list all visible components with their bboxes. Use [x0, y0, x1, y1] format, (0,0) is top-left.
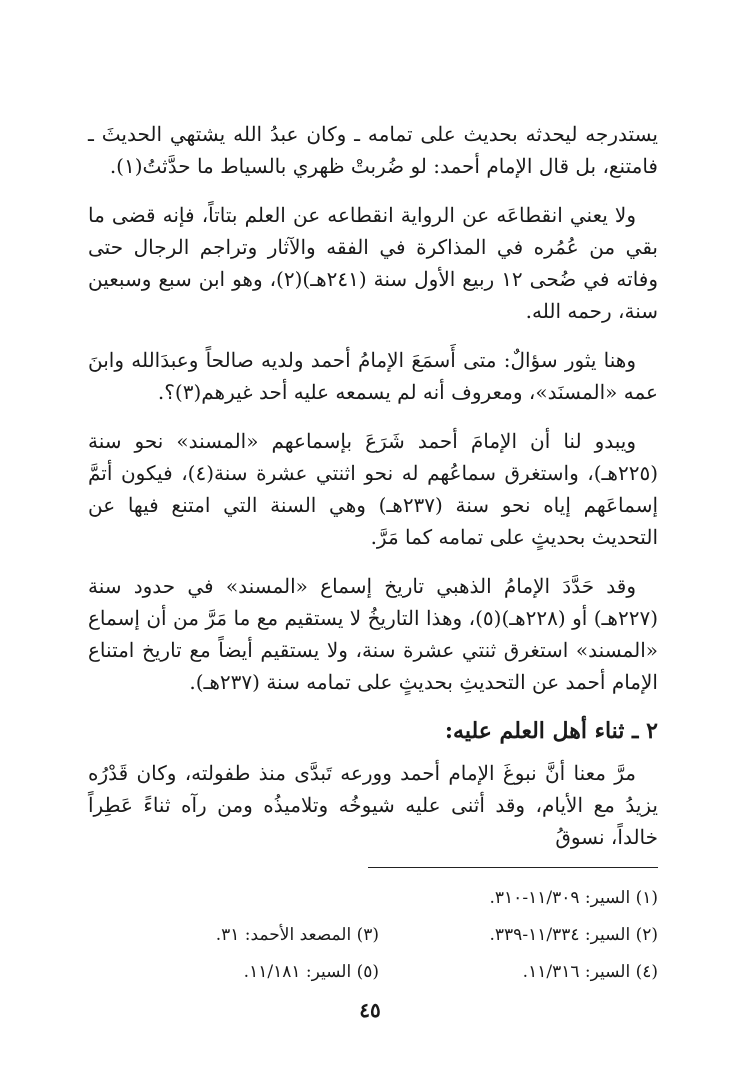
- paragraph-6: مرَّ معنا أنَّ نبوغَ الإمام أحمد وورعه تَبدَّى منذ طفولته، وكان قَدْرُه يزيدُ مع الأيام، وقد أثنى عليه شيوخُه وتلاميذُه ومن رآه ثناءً عَطِراً خالداً، نسوقُ: [88, 761, 659, 849]
- paragraph-5: وقد حَدَّدَ الإمامُ الذهبي تاريخ إسماع «المسند» في حدود سنة (٢٢٧هـ) أو (٢٢٨هـ)(٥)، وهذا التاريخُ لا يستقيم مع ما مَرَّ من أن إسماع «المسند» استغرق ثنتي عشرة سنة، ولا يستقيم أيضاً مع تاريخ امتناع الإمام أحمد عن التحديثِ بحديثٍ على تمامه سنة (٢٣٧هـ).: [88, 574, 658, 694]
- footnote-divider: [368, 867, 658, 868]
- footnote-5: (٥) السير: ١١/١٨١.: [243, 962, 379, 982]
- footnote-row: [100, 917, 658, 954]
- footnote-1: (١) السير: ١١/٣٠٩-٣١٠.: [489, 888, 658, 908]
- footnote-4: (٤) السير: ١١/٣١٦.: [522, 962, 658, 982]
- footnote-row: [100, 880, 658, 917]
- paragraph-1: يستدرجه ليحدثه بحديث على تمامه ـ وكان عبدُ الله يشتهي الحديثَ ـ فامتنع، بل قال الإمام أحمد: لو ضُربتْ ظهري بالسياط ما حدَّثتُ(١).: [88, 122, 658, 178]
- paragraph-4: ويبدو لنا أن الإمامَ أحمد شَرَعَ بإسماعهم «المسند» نحو سنة (٢٢٥هـ)، واستغرق سماعُهم له نحو اثنتي عشرة سنة(٤)، فيكون أتمَّ إسماعَهم إياه نحو سنة (٢٣٧هـ) وهي السنة التي امتنع فيها عن التحديث بحديثٍ على تمامه كما مَرَّ.: [88, 429, 659, 549]
- footnote-3: (٣) المصعد الأحمد: ٣١.: [215, 925, 379, 945]
- footnote-row: [100, 954, 658, 991]
- footnote-2: (٢) السير: ١١/٣٣٤-٣٣٩.: [489, 925, 658, 945]
- paragraph-3: وهنا يثور سؤالٌ: متى أَسمَعَ الإمامُ أحمد ولديه صالحاً وعبدَالله وابنَ عمه «المسنَد»، ومعروف أنه لم يسمعه عليه أحد غيرهم(٣)؟.: [88, 348, 658, 404]
- page-number: ٤٥: [359, 998, 381, 1022]
- footnotes: [100, 880, 658, 991]
- main-text: [88, 118, 658, 870]
- paragraph-2: ولا يعني انقطاعَه عن الرواية انقطاعه عن العلم بتاتاً، فإنه قضى ما بقي من عُمُره في المذاكرة في الفقه والآثار وتراجم الرجال حتى وفاته في ضُحى ١٢ ربيع الأول سنة (٢٤١هـ)(٢)، وهو ابن سبع وسبعين سنة، رحمه الله.: [88, 203, 659, 323]
- section-heading: ٢ ـ ثناء أهل العلم عليه:: [444, 718, 658, 744]
